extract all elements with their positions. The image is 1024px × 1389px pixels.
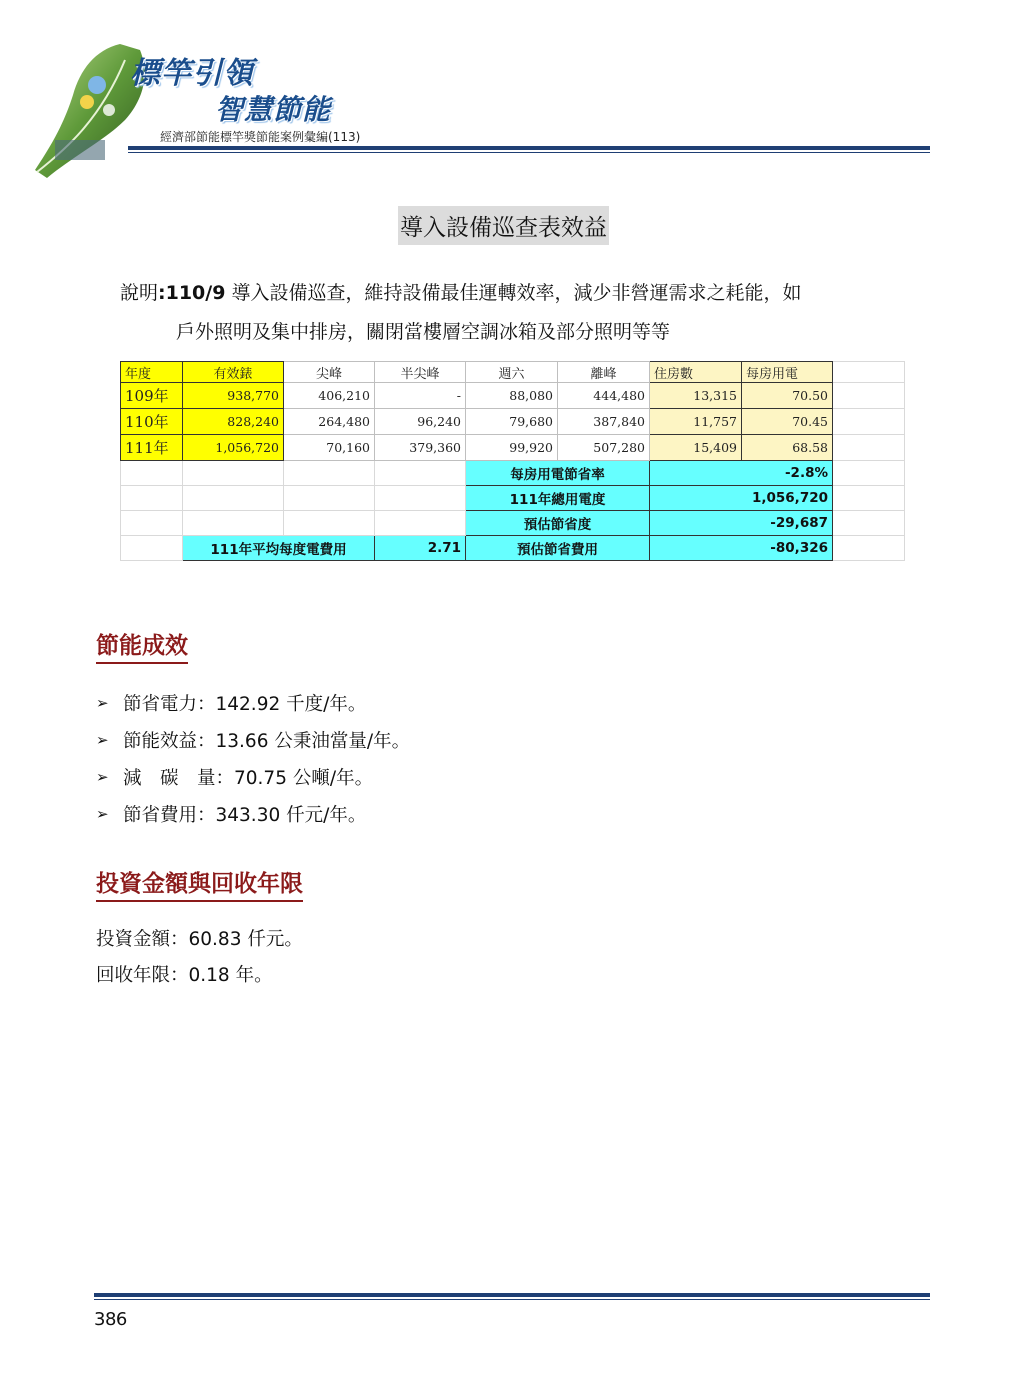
list-item <box>96 721 410 758</box>
table-row <box>121 435 905 461</box>
header-cell: 離峰 <box>558 362 650 383</box>
arrow-bullet-icon: ➢ <box>96 804 109 823</box>
arrow-bullet-icon: ➢ <box>96 767 109 786</box>
payback-period: 回收年限：0.18 年。 <box>96 965 273 986</box>
description-line-2: 戶外照明及集中排房，關閉當樓層空調冰箱及部分照明等等 <box>176 321 671 343</box>
summary-row <box>121 461 905 486</box>
header-cell: 尖峰 <box>284 362 375 383</box>
list-item <box>96 758 410 795</box>
table-cell: 1,056,720 <box>183 435 284 461</box>
table-cell: 68.58 <box>742 435 833 461</box>
summary-label: 每房用電節省率 <box>466 461 650 486</box>
summary-row <box>121 486 905 511</box>
table-cell: 264,480 <box>284 409 375 435</box>
slogan-line-2: 智慧節能 <box>215 93 332 126</box>
table-cell: 96,240 <box>375 409 466 435</box>
list-item <box>96 684 410 721</box>
energy-results-list <box>96 684 410 832</box>
header-subtitle: 經濟部節能標竿獎節能案例彙編(113) <box>160 130 361 144</box>
page-number: 386 <box>94 1309 127 1330</box>
table-cell: 379,360 <box>375 435 466 461</box>
summary-row <box>121 536 905 561</box>
summary-value: -29,687 <box>650 511 833 536</box>
table-cell: 828,240 <box>183 409 284 435</box>
table-cell: 99,920 <box>466 435 558 461</box>
description-date: :110/9 <box>158 282 226 304</box>
table-cell: - <box>375 383 466 409</box>
document-title: 導入設備巡查表效益 <box>398 206 609 245</box>
header-cell: 半尖峰 <box>375 362 466 383</box>
table-cell: 70.50 <box>742 383 833 409</box>
list-item-text: 節省費用：343.30 仟元/年。 <box>123 804 367 826</box>
year-cell: 111年 <box>121 435 183 461</box>
avg-cost-value: 2.71 <box>375 536 466 561</box>
table-row <box>121 383 905 409</box>
header-cell: 每房用電 <box>742 362 833 383</box>
investment-heading: 投資金額與回收年限 <box>96 865 303 902</box>
header-rule <box>128 146 930 150</box>
header-cell: 年度 <box>121 362 183 383</box>
table-cell: 406,210 <box>284 383 375 409</box>
footer-rule-thin <box>94 1299 930 1300</box>
table-cell: 88,080 <box>466 383 558 409</box>
header-cell: 有效錶 <box>183 362 284 383</box>
table-header-row <box>121 362 905 383</box>
energy-results-heading: 節能成效 <box>96 627 188 664</box>
list-item <box>96 795 410 832</box>
description-text: 導入設備巡查，維持設備最佳運轉效率，減少非營運需求之耗能，如 <box>225 282 802 304</box>
table-cell: 70,160 <box>284 435 375 461</box>
summary-value: -2.8% <box>650 461 833 486</box>
arrow-bullet-icon: ➢ <box>96 693 109 712</box>
table-cell: 507,280 <box>558 435 650 461</box>
arrow-bullet-icon: ➢ <box>96 730 109 749</box>
investment-amount: 投資金額：60.83 仟元。 <box>96 929 303 950</box>
table-cell: 444,480 <box>558 383 650 409</box>
header-rule-thin <box>128 152 930 153</box>
table-cell: 11,757 <box>650 409 742 435</box>
summary-value: -80,326 <box>650 536 833 561</box>
year-cell: 109年 <box>121 383 183 409</box>
table-cell: 70.45 <box>742 409 833 435</box>
summary-label: 預估節省費用 <box>466 536 650 561</box>
table-cell: 938,770 <box>183 383 284 409</box>
list-item-text: 節省電力：142.92 千度/年。 <box>123 693 367 715</box>
table-row <box>121 409 905 435</box>
header-cell: 週六 <box>466 362 558 383</box>
summary-value: 1,056,720 <box>650 486 833 511</box>
avg-cost-label: 111年平均每度電費用 <box>183 536 375 561</box>
description-line-1 <box>120 278 801 305</box>
description-prefix: 說明 <box>120 282 159 304</box>
table-cell: 15,409 <box>650 435 742 461</box>
list-item-text: 減 碳 量：70.75 公噸/年。 <box>123 767 374 789</box>
summary-label: 預估節省度 <box>466 511 650 536</box>
table-cell: 387,840 <box>558 409 650 435</box>
list-item-text: 節能效益：13.66 公秉油當量/年。 <box>123 730 411 752</box>
year-cell: 110年 <box>121 409 183 435</box>
summary-row <box>121 511 905 536</box>
slogan-line-1: 標竿引領 <box>130 56 254 91</box>
table-cell: 13,315 <box>650 383 742 409</box>
footer-rule <box>94 1293 930 1297</box>
summary-label: 111年總用電度 <box>466 486 650 511</box>
inspection-spreadsheet <box>120 361 904 579</box>
table-cell: 79,680 <box>466 409 558 435</box>
header-cell: 住房數 <box>650 362 742 383</box>
